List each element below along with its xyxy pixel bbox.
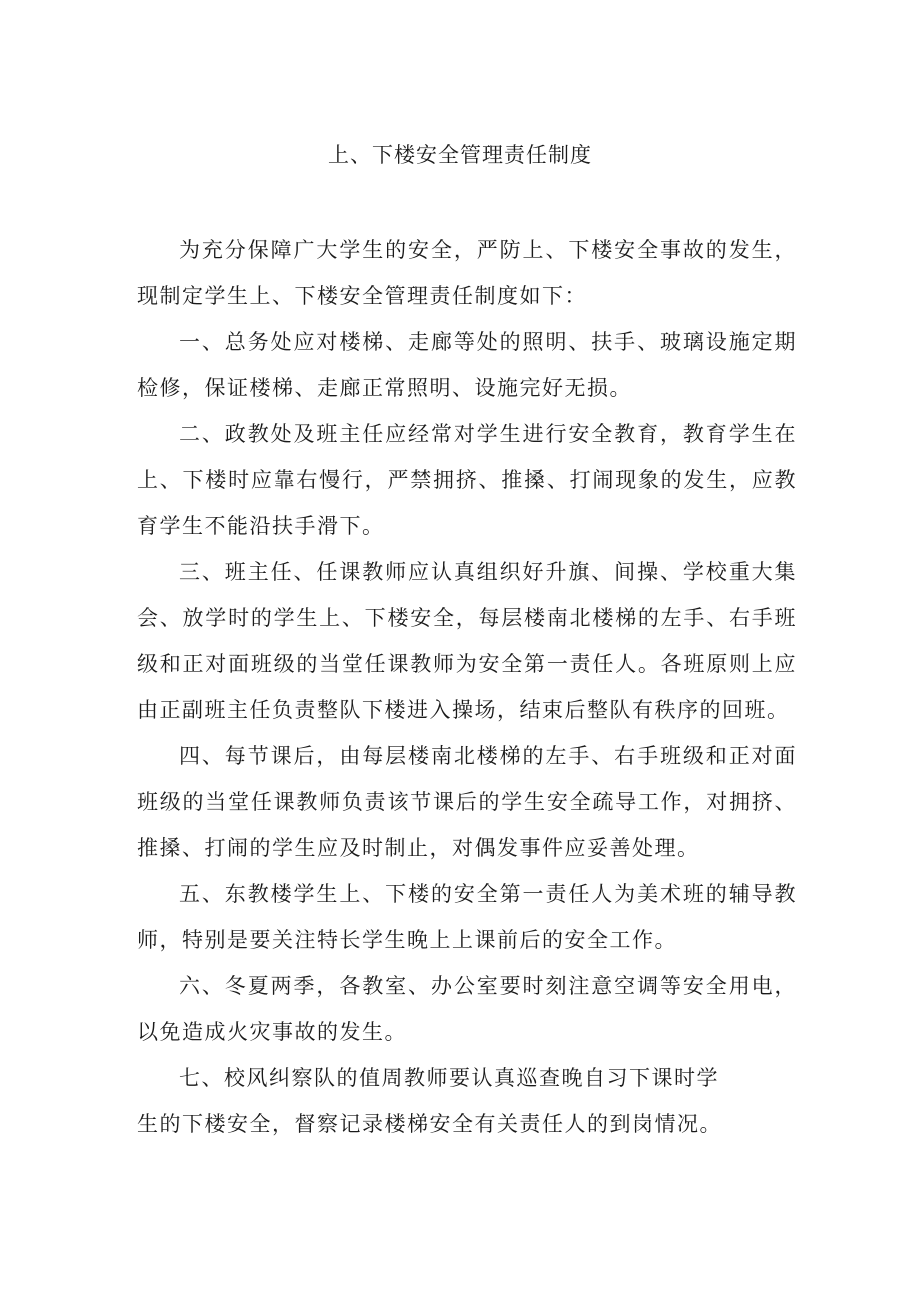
page-title: 上、下楼安全管理责任制度 bbox=[328, 143, 592, 167]
clause-1-paragraph: 一、总务处应对楼梯、走廊等处的照明、扶手、玻璃设施定期检修，保证楼梯、走廊正常照明、设施完好无损。 bbox=[137, 330, 797, 400]
document-body bbox=[137, 227, 797, 1147]
clause-7-line-1: 七、校风纠察队的值周教师要认真巡查晚自习下课时学 bbox=[179, 1066, 719, 1090]
intro-paragraph: 为充分保障广大学生的安全，严防上、下楼安全事故的发生，现制定学生上、下楼安全管理责任制度如下： bbox=[137, 238, 797, 308]
clause-7-paragraph bbox=[137, 1055, 797, 1147]
clause-5-paragraph: 五、东教楼学生上、下楼的安全第一责任人为美术班的辅导教师，特别是要关注特长学生晚上上课前后的安全工作。 bbox=[137, 882, 797, 952]
clause-6-paragraph: 六、冬夏两季，各教室、办公室要时刻注意空调等安全用电，以免造成火灾事故的发生。 bbox=[137, 974, 797, 1044]
clause-2-paragraph: 二、政教处及班主任应经常对学生进行安全教育，教育学生在上、下楼时应靠右慢行，严禁拥挤、推搡、打闹现象的发生，应教育学生不能沿扶手滑下。 bbox=[137, 422, 797, 538]
clause-3-paragraph: 三、班主任、任课教师应认真组织好升旗、间操、学校重大集会、放学时的学生上、下楼安全，每层楼南北楼梯的左手、右手班级和正对面班级的当堂任课教师为安全第一责任人。各班原则上应由正副班主任负责整队下楼进入操场，结束后整队有秩序的回班。 bbox=[137, 560, 797, 722]
clause-4-paragraph: 四、每节课后，由每层楼南北楼梯的左手、右手班级和正对面班级的当堂任课教师负责该节课后的学生安全疏导工作，对拥挤、推搡、打闹的学生应及时制止，对偶发事件应妥善处理。 bbox=[137, 744, 797, 860]
clause-7-line-2: 生的下楼安全，督察记录楼梯安全有关责任人的到岗情况。 bbox=[137, 1112, 722, 1136]
